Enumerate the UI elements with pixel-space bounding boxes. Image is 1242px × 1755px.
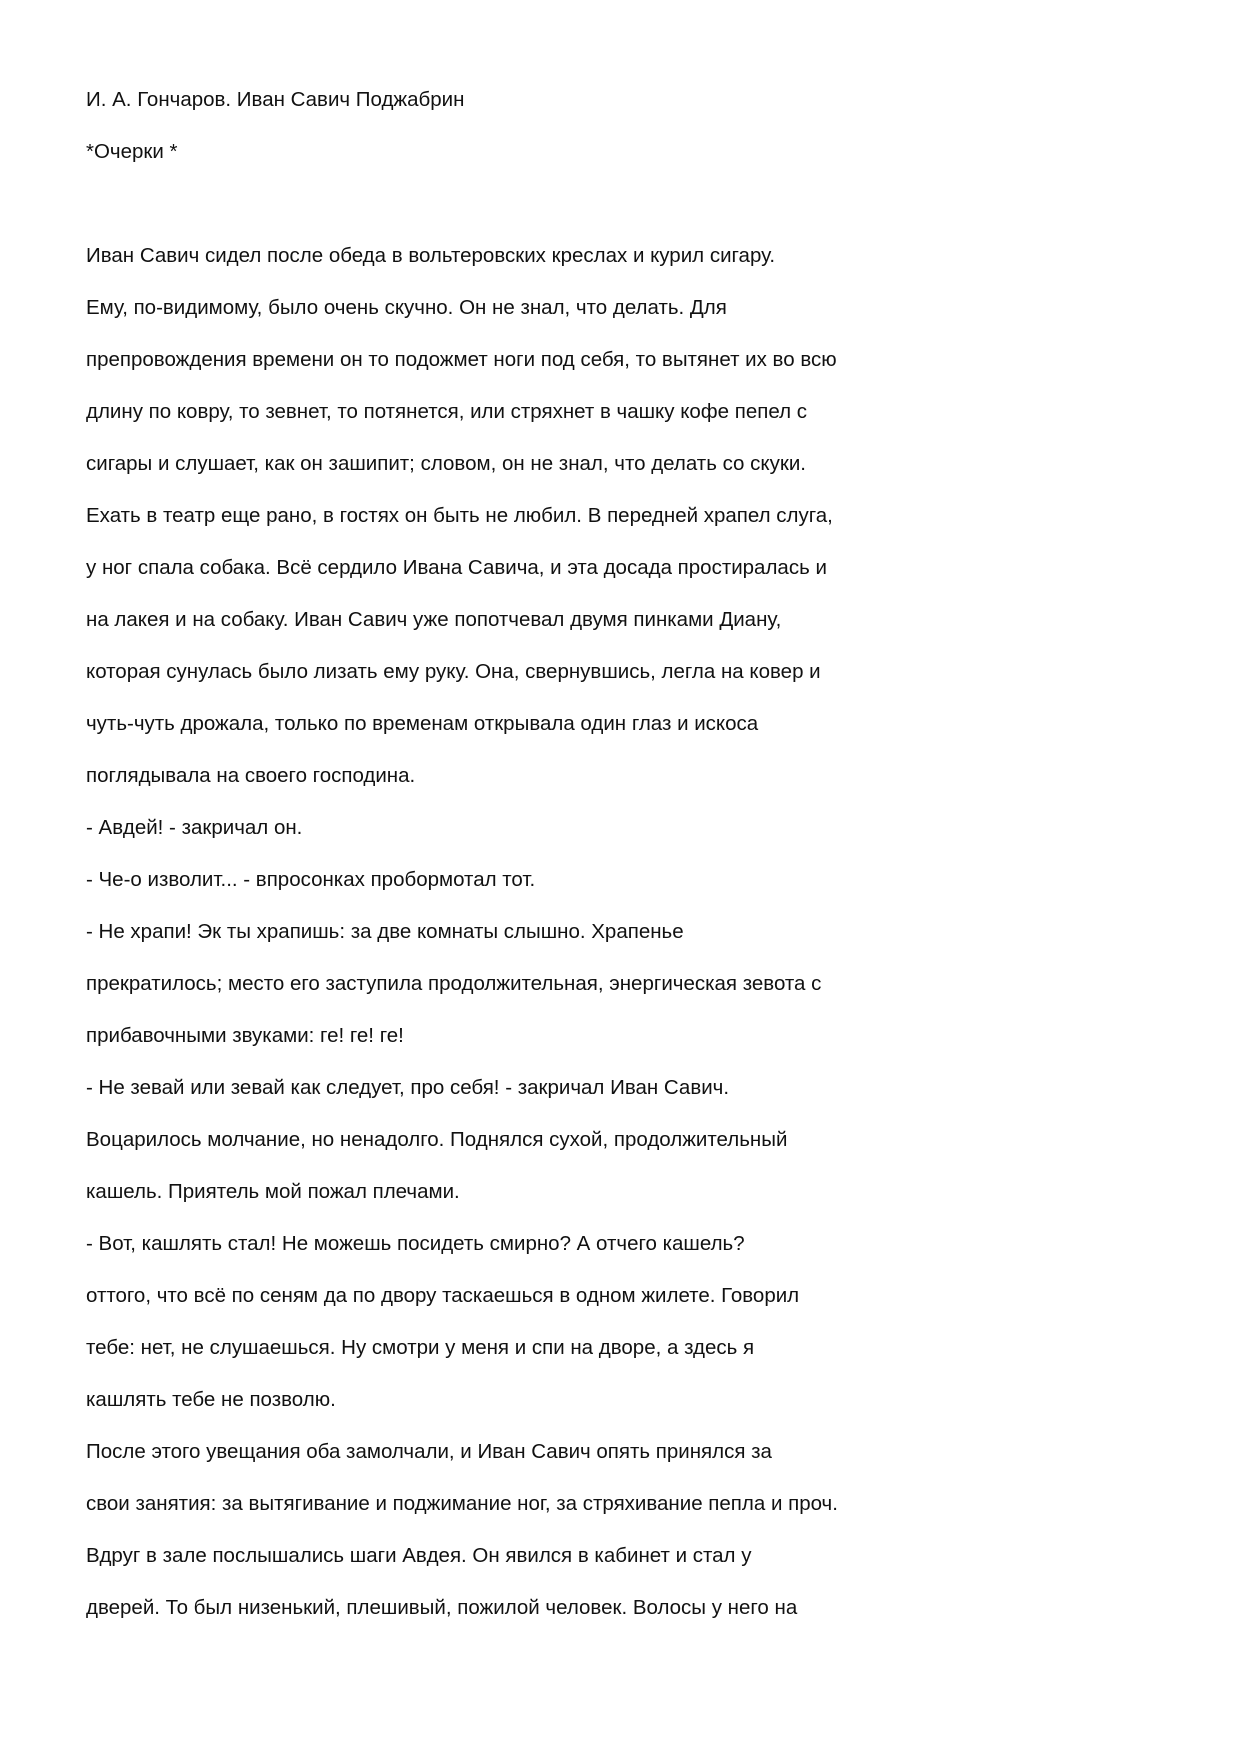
body-line: После этого увещания оба замолчали, и Иван Савич опять принялся за	[86, 1440, 772, 1463]
body-line: длину по ковру, то зевнет, то потянется, или стряхнет в чашку кофе пепел с	[86, 400, 807, 423]
body-line: Воцарилось молчание, но ненадолго. Поднялся сухой, продолжительный	[86, 1128, 788, 1151]
body-line: Ехать в театр еще рано, в гостях он быть не любил. В передней храпел слуга,	[86, 504, 833, 527]
body-line: сигары и слушает, как он зашипит; словом, он не знал, что делать со скуки.	[86, 452, 806, 475]
body-line: поглядывала на своего господина.	[86, 764, 416, 787]
body-line: свои занятия: за вытягивание и поджимание ног, за стряхивание пепла и проч.	[86, 1492, 838, 1515]
body-line: прибавочными звуками: ге! ге! ге!	[86, 1024, 404, 1047]
body-line: которая сунулась было лизать ему руку. Она, свернувшись, легла на ковер и	[86, 660, 821, 683]
body-line: - Не храпи! Эк ты храпишь: за две комнаты слышно. Храпенье	[86, 920, 684, 943]
document-subtitle: *Очерки *	[86, 140, 178, 163]
body-line: тебе: нет, не слушаешься. Ну смотри у меня и спи на дворе, а здесь я	[86, 1336, 755, 1359]
body-line: у ног спала собака. Всё сердило Ивана Савича, и эта досада простиралась и	[86, 556, 827, 579]
body-line: оттого, что всё по сеням да по двору таскаешься в одном жилете. Говорил	[86, 1284, 800, 1307]
body-line: кашлять тебе не позволю.	[86, 1388, 336, 1411]
body-line: Иван Савич сидел после обеда в вольтеровских креслах и курил сигару.	[86, 244, 776, 267]
body-line: - Не зевай или зевай как следует, про себя! - закричал Иван Савич.	[86, 1076, 730, 1099]
body-line: - Авдей! - закричал он.	[86, 816, 303, 839]
body-line: Вдруг в зале послышались шаги Авдея. Он явился в кабинет и стал у	[86, 1544, 752, 1567]
body-line: препровождения времени он то подожмет ноги под себя, то вытянет их во всю	[86, 348, 837, 371]
body-line: Ему, по-видимому, было очень скучно. Он не знал, что делать. Для	[86, 296, 727, 319]
body-line: прекратилось; место его заступила продолжительная, энергическая зевота с	[86, 972, 822, 995]
body-line: - Че-о изволит... - впросонках пробормотал тот.	[86, 868, 536, 891]
body-line: на лакея и на собаку. Иван Савич уже попотчевал двумя пинками Диану,	[86, 608, 782, 631]
body-line: чуть-чуть дрожала, только по временам открывала один глаз и искоса	[86, 712, 759, 735]
body-line: - Вот, кашлять стал! Не можешь посидеть смирно? А отчего кашель?	[86, 1232, 745, 1255]
body-line: дверей. То был низенький, плешивый, пожилой человек. Волосы у него на	[86, 1596, 798, 1619]
document-title: И. А. Гончаров. Иван Савич Поджабрин	[86, 88, 465, 111]
body-line: кашель. Приятель мой пожал плечами.	[86, 1180, 460, 1203]
